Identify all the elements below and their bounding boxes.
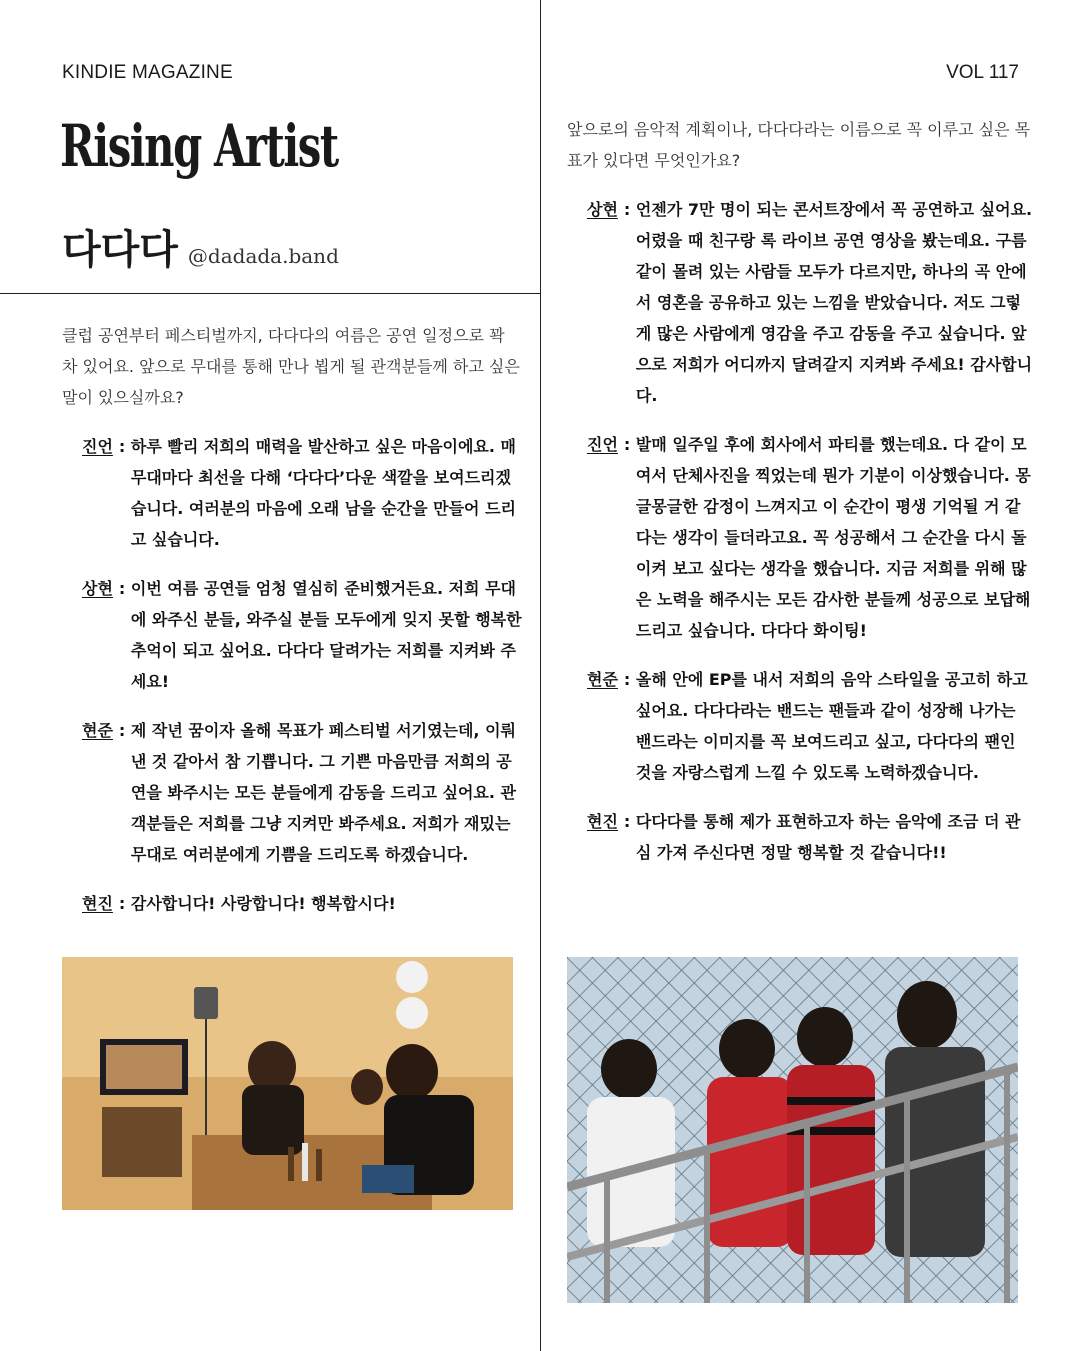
speaker-name: 현진 (587, 812, 618, 831)
studio-photo (62, 957, 513, 1210)
answer-text: 발매 일주일 후에 회사에서 파티를 했는데요. 다 같이 모여서 단체사진을 찍었는데 뭔가 기분이 이상했습니다. 몽글몽글한 감정이 느껴지고 이 순간이 평생 기억될 거 같다는 생각이 들더라고요. 꼭 성공해서 그 순간을 다시 돌이켜 보고 싶다는 생각을 했습니다. 지금 저희를 위해 많은 노력을 해주시는 모든 감사한 분들께 성공으로 보답해 드리고 싶습니다. 다다다 화이팅! (635, 435, 1031, 640)
speaker-colon: : (623, 670, 636, 689)
magazine-name: KINDIE MAGAZINE (62, 62, 233, 83)
answer-item (82, 888, 522, 919)
speaker-name: 현준 (82, 721, 113, 740)
band-photo (567, 957, 1018, 1303)
studio-scene-illustration (62, 957, 513, 1210)
speaker-colon: : (623, 435, 636, 454)
right-column (567, 114, 1035, 886)
artist-name: 다다다 (62, 227, 178, 273)
speaker-name: 진언 (82, 437, 113, 456)
answer-text: 올해 안에 EP를 내서 저희의 음악 스타일을 공고히 하고 싶어요. 다다다라는 밴드는 팬들과 같이 성장해 나가는 밴드라는 이미지를 꼭 보여드리고 싶고, 다다다의 팬인 것을 자랑스럽게 느낄 수 있도록 노력하겠습니다. (635, 670, 1028, 782)
speaker-name: 진언 (587, 435, 618, 454)
answer-item (82, 573, 522, 697)
header-divider (0, 293, 540, 294)
artist-handle: @dadada.band (187, 244, 339, 268)
artist-heading (62, 218, 339, 275)
answer-item (587, 806, 1035, 868)
volume-number: VOL 117 (946, 62, 1019, 83)
answer-text: 이번 여름 공연들 엄청 열심히 준비했거든요. 저희 무대에 와주신 분들, 와주실 분들 모두에게 잊지 못할 행복한 추억이 되고 싶어요. 다다다 달려가는 저희를 지켜봐 주세요! (130, 579, 522, 691)
answer-item (587, 429, 1035, 646)
speaker-colon: : (118, 437, 131, 456)
speaker-name: 상현 (587, 200, 618, 219)
interview-question: 앞으로의 음악적 계획이나, 다다다라는 이름으로 꼭 이루고 싶은 목표가 있다면 무엇인가요? (567, 120, 1031, 170)
answer-item (82, 431, 522, 555)
answer-item (82, 715, 522, 870)
band-scene-illustration (567, 957, 1018, 1303)
column-divider (540, 0, 541, 1351)
answer-text: 다다다를 통해 제가 표현하고자 하는 음악에 조금 더 관심 가져 주신다면 정말 행복할 것 같습니다!! (635, 812, 1021, 862)
answer-text: 언젠가 7만 명이 되는 콘서트장에서 꼭 공연하고 싶어요. 어렸을 때 친구랑 록 라이브 공연 영상을 봤는데요. 구름같이 몰려 있는 사람들 모두가 다르지만, 하나의 곡 안에서 영혼을 공유하고 있는 느낌을 받았습니다. 저도 그렇게 많은 사람에게 영감을 주고 감동을 주고 싶습니다. 앞으로 저희가 어디까지 달려갈지 지켜봐 주세요! 감사합니다. (635, 200, 1033, 405)
speaker-colon: : (623, 812, 636, 831)
left-column (62, 320, 522, 937)
answer-item (587, 194, 1035, 411)
speaker-colon: : (118, 894, 131, 913)
answer-text: 감사합니다! 사랑합니다! 행복합시다! (130, 894, 396, 913)
page-title: Rising Artist (60, 112, 338, 180)
answer-text: 제 작년 꿈이자 올해 목표가 페스티벌 서기였는데, 이뤄낸 것 같아서 참 기쁩니다. 그 기쁜 마음만큼 저희의 공연을 봐주시는 모든 분들에게 감동을 드리고 싶어요. 관객분들은 저희를 그냥 지켜만 봐주세요. 저희가 재밌는 무대로 여러분에게 기쁨을 드리도록 하겠습니다. (130, 721, 516, 864)
answer-item (587, 664, 1035, 788)
speaker-name: 현진 (82, 894, 113, 913)
speaker-name: 현준 (587, 670, 618, 689)
speaker-name: 상현 (82, 579, 113, 598)
speaker-colon: : (118, 721, 131, 740)
answer-text: 하루 빨리 저희의 매력을 발산하고 싶은 마음이에요. 매 무대마다 최선을 다해 ‘다다다’다운 색깔을 보여드리겠습니다. 여러분의 마음에 오래 남을 순간을 만들어 드리고 싶습니다. (130, 437, 516, 549)
interview-question: 클럽 공연부터 페스티벌까지, 다다다의 여름은 공연 일정으로 꽉 차 있어요. 앞으로 무대를 통해 만나 뵙게 될 관객분들께 하고 싶은 말이 있으실까요? (62, 326, 520, 407)
speaker-colon: : (118, 579, 131, 598)
speaker-colon: : (623, 200, 636, 219)
